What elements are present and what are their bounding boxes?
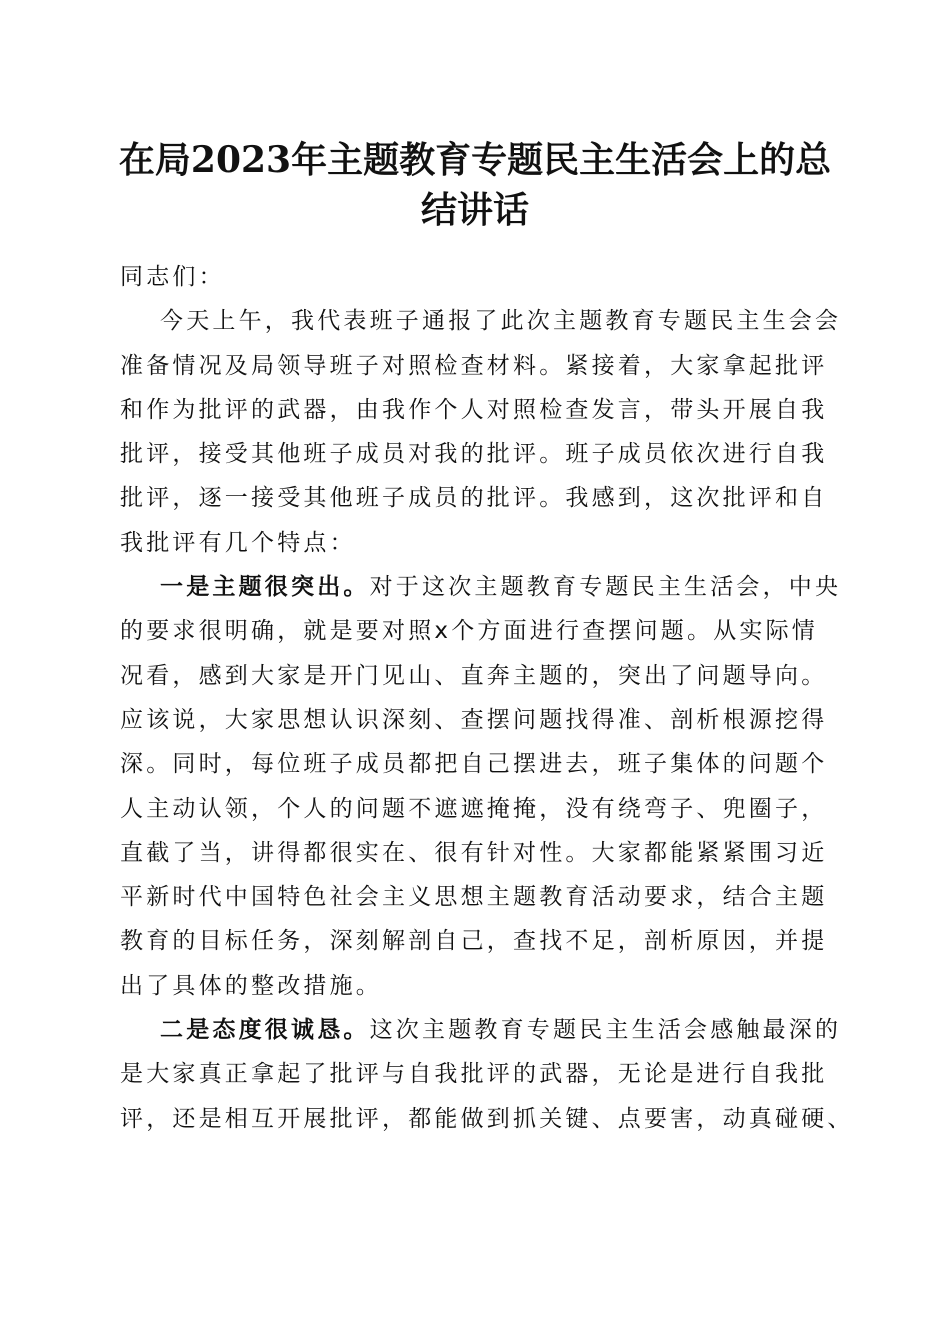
paragraph-3-line-1: [120, 1008, 842, 1052]
paragraph-2-line-2: 的要求很明确，就是要对照x个方面进行查摆问题。从实际情: [120, 618, 819, 645]
paragraph-2-heading: 一是主题很突出。: [160, 574, 370, 601]
paragraph-2-line-4: 应该说，大家思想认识深刻、查摆问题找得准、剖析根源挖得: [120, 706, 828, 733]
paragraph-3-first-rest: 这次主题教育专题民主生活会感触最深的: [369, 1017, 842, 1044]
paragraph-3-heading: 二是态度很诚恳。: [160, 1017, 370, 1044]
paragraph-1-line-4: 批评，接受其他班子成员对我的批评。班子成员依次进行自我: [120, 441, 828, 468]
paragraph-2-line-5: 深。同时，每位班子成员都把自己摆进去，班子集体的问题个: [120, 751, 828, 778]
paragraph-2-line-10: 出了具体的整改措施。: [120, 972, 382, 999]
paragraph-3-line-3: 评，还是相互开展批评，都能做到抓关键、点要害，动真碰硬、: [120, 1105, 854, 1132]
paragraph-3-line-2: 是大家真正拿起了批评与自我批评的武器，无论是进行自我批: [120, 1061, 828, 1088]
paragraph-2-line-9: 教育的目标任务，深刻解剖自己，查找不足，剖析原因，并提: [120, 928, 828, 955]
paragraph-2-first-rest: 对于这次主题教育专题民主生活会，中央: [369, 574, 842, 601]
title-line-1: 在局2023年主题教育专题民主生活会上的总: [118, 139, 832, 181]
greeting: 同志们：: [120, 264, 225, 290]
paragraph-1-line-3: 和作为批评的武器，由我作个人对照检查发言，带头开展自我: [120, 396, 828, 423]
title-line-2: 结讲话: [420, 189, 529, 231]
paragraph-2-line-6: 人主动认领，个人的问题不遮遮掩掩，没有绕弯子、兜圈子，: [120, 795, 828, 822]
paragraph-1-line-1: 今天上午，我代表班子通报了此次主题教育专题民主生会会: [160, 308, 842, 335]
paragraph-1-line-5: 批评，逐一接受其他班子成员的批评。我感到，这次批评和自: [120, 485, 828, 512]
paragraph-2-line-3: 况看，感到大家是开门见山、直奔主题的，突出了问题导向。: [120, 662, 828, 689]
document-body: [120, 255, 854, 1141]
paragraph-2-line-7: 直截了当，讲得都很实在、很有针对性。大家都能紧紧围习近: [120, 839, 828, 866]
paragraph-2-line-8: 平新时代中国特色社会主义思想主题教育活动要求，结合主题: [120, 884, 828, 911]
paragraph-1-line-6: 我批评有几个特点：: [120, 529, 356, 556]
document-title: [100, 135, 850, 235]
paragraph-2-line-1: [120, 565, 842, 609]
paragraph-1-line-2: 准备情况及局领导班子对照检查材料。紧接着，大家拿起批评: [120, 352, 828, 379]
